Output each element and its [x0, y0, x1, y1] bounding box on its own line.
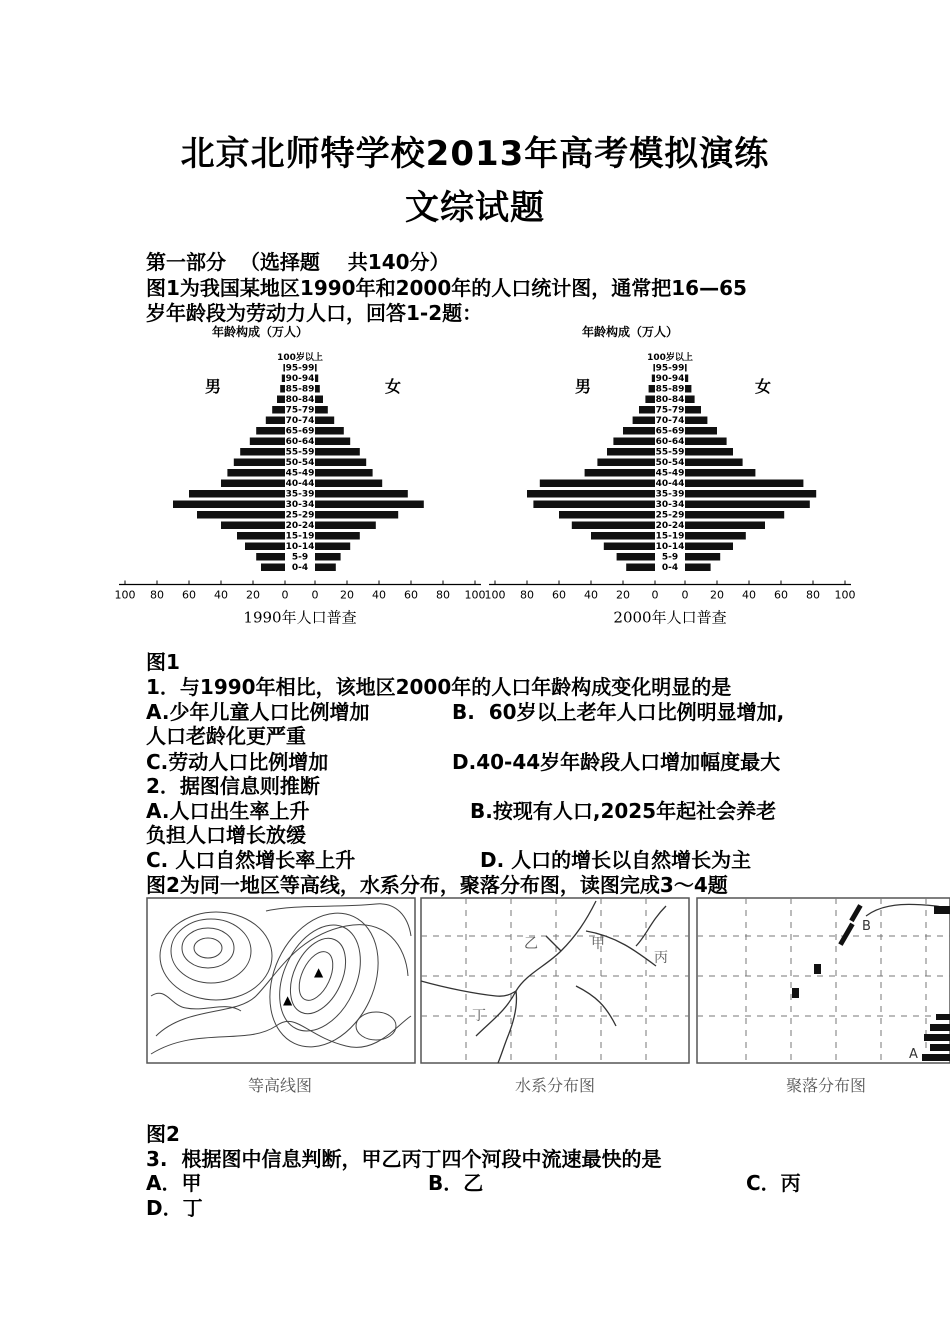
male-bar	[572, 522, 655, 530]
age-group-label: 75-79	[285, 405, 315, 416]
age-group-label: 95-99	[285, 363, 315, 374]
male-label: 男	[575, 377, 592, 396]
female-bar	[315, 490, 408, 498]
age-group-label: 70-74	[655, 416, 685, 426]
female-bar	[685, 438, 727, 446]
female-bar	[315, 459, 366, 467]
female-bar	[315, 396, 323, 404]
river-label-yi: 乙	[524, 936, 538, 952]
age-group-label: 90-94	[285, 374, 315, 384]
tick-label: 80	[520, 588, 534, 602]
age-group-label: 15-19	[655, 531, 685, 542]
tick-label: 100	[114, 588, 136, 602]
figure1-intro: 图1为我国某地区1990年和2000年的人口统计图，通常把16—65	[146, 276, 747, 300]
tick-label: 100	[484, 588, 506, 602]
male-bar	[591, 532, 655, 540]
female-bar	[685, 511, 784, 519]
age-group-label: 10-14	[655, 542, 685, 552]
contour-map	[147, 895, 415, 1095]
tick-label: 0	[681, 588, 689, 602]
pyramid-ylabel: 年龄构成（万人）	[581, 325, 679, 339]
male-bar	[653, 364, 655, 372]
figure1-label: 图1	[146, 650, 180, 674]
female-bar	[685, 396, 695, 404]
female-bar	[685, 543, 733, 551]
q1-option-a[interactable]: A.少年儿童人口比例增加	[146, 700, 370, 724]
tick-label: 60	[182, 588, 196, 602]
female-bar	[685, 532, 746, 540]
female-bar	[685, 385, 691, 393]
settlement-map	[697, 898, 950, 1095]
male-bar	[604, 543, 655, 551]
age-group-label: 60-64	[285, 437, 315, 447]
contour-caption: 等高线图	[247, 1076, 313, 1095]
age-group-label: 10-14	[285, 542, 315, 552]
male-bar	[283, 364, 285, 372]
peak-marker-2: ▲	[314, 965, 324, 979]
age-group-label: 30-34	[655, 500, 685, 510]
q3-option-c[interactable]: C．丙	[746, 1171, 801, 1195]
age-group-label: 45-49	[285, 468, 315, 479]
age-group-label: 50-54	[655, 458, 685, 468]
age-group-label: 95-99	[655, 363, 685, 374]
section-heading: 第一部分 （选择题 共140分）	[146, 250, 450, 274]
age-group-label: 85-89	[285, 384, 315, 395]
settlement-caption: 聚落分布图	[785, 1076, 867, 1095]
age-group-label: 85-89	[655, 384, 685, 395]
q1-option-b[interactable]: B. 60岁以上老年人口比例明显增加,	[452, 700, 785, 724]
male-bar	[633, 417, 655, 425]
q1-option-c[interactable]: C.劳动人口比例增加	[146, 750, 329, 774]
male-bar	[227, 469, 285, 477]
age-group-label: 40-44	[285, 479, 315, 489]
pyramid-1990-caption: 1990年人口普查	[243, 608, 357, 627]
document-subtitle: 文综试题	[405, 188, 545, 228]
age-group-label: 5-9	[661, 552, 679, 563]
figure2-maps	[146, 896, 950, 1106]
male-bar	[652, 375, 655, 383]
q2-option-c[interactable]: C. 人口自然增长率上升	[146, 848, 356, 872]
tick-label: 60	[774, 588, 788, 602]
age-group-label: 25-29	[285, 510, 315, 521]
tick-label: 60	[552, 588, 566, 602]
male-bar	[237, 532, 285, 540]
q3-option-d[interactable]: D．丁	[146, 1196, 203, 1220]
female-bar	[685, 490, 816, 498]
q1-stem: 1．与1990年相比，该地区2000年的人口年龄构成变化明显的是	[146, 675, 732, 699]
male-bar	[197, 511, 285, 519]
tick-label: 40	[584, 588, 598, 602]
age-group-label: 100岁以上	[647, 353, 693, 363]
q3-option-b[interactable]: B．乙	[428, 1171, 484, 1195]
age-group-label: 25-29	[655, 510, 685, 521]
age-group-label: 100岁以上	[277, 353, 323, 363]
female-bar	[685, 417, 707, 425]
tick-label: 100	[464, 588, 486, 602]
age-group-label: 20-24	[655, 521, 685, 531]
q2-option-b-cont: 负担人口增长放缓	[146, 823, 306, 847]
female-bar	[315, 532, 360, 540]
point-label-a: A	[909, 1047, 918, 1062]
tick-label: 80	[806, 588, 820, 602]
document-title: 北京北师特学校2013年高考模拟演练	[180, 134, 770, 174]
male-bar	[527, 490, 655, 498]
female-bar	[315, 553, 341, 561]
q2-stem: 2．据图信息则推断	[146, 774, 320, 798]
figure2-intro: 图2为同一地区等高线，水系分布，聚落分布图，读图完成3～4题	[146, 873, 728, 897]
age-group-label: 0-4	[661, 563, 679, 573]
female-bar	[685, 364, 687, 372]
river-label-bing: 丙	[654, 950, 668, 966]
female-bar	[685, 375, 688, 383]
tick-label: 0	[651, 588, 659, 602]
female-label: 女	[755, 377, 772, 396]
female-bar	[315, 417, 334, 425]
male-label: 男	[205, 377, 222, 396]
age-group-label: 35-39	[285, 489, 315, 500]
age-group-label: 0-4	[291, 563, 309, 573]
male-bar	[540, 480, 655, 488]
age-group-label: 35-39	[655, 489, 685, 500]
q2-option-a[interactable]: A.人口出生率上升	[146, 799, 310, 823]
tick-label: 40	[742, 588, 756, 602]
male-bar	[221, 480, 285, 488]
female-bar	[685, 469, 755, 477]
age-group-label: 65-69	[285, 426, 315, 437]
peak-marker: ▲	[283, 993, 293, 1007]
female-bar	[685, 480, 803, 488]
male-bar	[221, 522, 285, 530]
q3-stem: 3. 根据图中信息判断，甲乙丙丁四个河段中流速最快的是	[146, 1147, 662, 1171]
pyramid-1990	[115, 324, 486, 627]
figure1-pyramids	[114, 322, 860, 627]
river-label-ding: 丁	[472, 1008, 486, 1024]
male-bar	[626, 564, 655, 572]
water-caption: 水系分布图	[514, 1076, 596, 1095]
q2-option-d[interactable]: D. 人口的增长以自然增长为主	[480, 848, 752, 872]
female-bar	[685, 448, 733, 456]
female-bar	[315, 543, 350, 551]
male-bar	[234, 459, 285, 467]
age-group-label: 80-84	[285, 395, 315, 405]
point-label-b: B	[862, 919, 871, 934]
male-bar	[623, 427, 655, 435]
male-bar	[597, 459, 655, 467]
tick-label: 20	[710, 588, 724, 602]
female-bar	[685, 522, 765, 530]
tick-label: 20	[340, 588, 354, 602]
female-bar	[685, 459, 743, 467]
tick-label: 0	[311, 588, 319, 602]
age-group-label: 50-54	[285, 458, 315, 468]
male-bar	[256, 553, 285, 561]
q1-option-b-cont: 人口老龄化更严重	[146, 724, 306, 748]
female-bar	[315, 564, 336, 572]
age-group-label: 90-94	[655, 374, 685, 384]
male-bar	[645, 396, 655, 404]
male-bar	[277, 396, 285, 404]
female-bar	[315, 438, 350, 446]
tick-label: 100	[834, 588, 856, 602]
male-bar	[240, 448, 285, 456]
male-bar	[173, 501, 285, 509]
female-bar	[685, 427, 717, 435]
river-label-jia: 甲	[591, 936, 605, 952]
age-group-label: 60-64	[655, 437, 685, 447]
female-bar	[315, 406, 328, 414]
tick-label: 40	[372, 588, 386, 602]
tick-label: 80	[436, 588, 450, 602]
male-bar	[280, 385, 285, 393]
figure1-intro-cont: 岁年龄段为劳动力人口，回答1-2题：	[146, 301, 483, 325]
male-bar	[649, 385, 655, 393]
female-label: 女	[385, 377, 402, 396]
age-group-label: 40-44	[655, 479, 685, 489]
age-group-label: 30-34	[285, 500, 315, 510]
male-bar	[261, 564, 285, 572]
tick-label: 40	[214, 588, 228, 602]
age-group-label: 45-49	[655, 468, 685, 479]
q2-option-b[interactable]: B.按现有人口,2025年起社会养老	[470, 799, 777, 823]
age-group-label: 70-74	[285, 416, 315, 426]
water-map	[421, 898, 689, 1095]
male-bar	[613, 438, 655, 446]
age-group-label: 15-19	[285, 531, 315, 542]
female-bar	[315, 469, 373, 477]
age-group-label: 80-84	[655, 395, 685, 405]
male-bar	[607, 448, 655, 456]
age-group-label: 65-69	[655, 426, 685, 437]
tick-label: 20	[246, 588, 260, 602]
female-bar	[315, 501, 424, 509]
age-group-label: 20-24	[285, 521, 315, 531]
tick-label: 60	[404, 588, 418, 602]
pyramid-ylabel: 年龄构成（万人）	[211, 325, 309, 339]
tick-label: 0	[281, 588, 289, 602]
tick-label: 20	[616, 588, 630, 602]
female-bar	[315, 448, 360, 456]
female-bar	[685, 501, 810, 509]
male-bar	[256, 427, 285, 435]
male-bar	[266, 417, 285, 425]
male-bar	[533, 501, 655, 509]
female-bar	[685, 406, 701, 414]
age-group-label: 55-59	[655, 447, 685, 458]
male-bar	[559, 511, 655, 519]
q3-option-a[interactable]: A．甲	[146, 1171, 202, 1195]
male-bar	[250, 438, 285, 446]
male-bar	[272, 406, 285, 414]
age-group-label: 75-79	[655, 405, 685, 416]
female-bar	[315, 522, 376, 530]
female-bar	[315, 375, 318, 383]
female-bar	[685, 553, 720, 561]
pyramid-2000-caption: 2000年人口普查	[613, 608, 727, 627]
female-bar	[315, 511, 398, 519]
female-bar	[315, 364, 317, 372]
male-bar	[585, 469, 655, 477]
male-bar	[189, 490, 285, 498]
male-bar	[245, 543, 285, 551]
pyramid-2000	[485, 324, 856, 627]
tick-label: 80	[150, 588, 164, 602]
female-bar	[315, 480, 382, 488]
male-bar	[617, 553, 655, 561]
male-bar	[639, 406, 655, 414]
figure2-label: 图2	[146, 1122, 180, 1146]
age-group-label: 55-59	[285, 447, 315, 458]
female-bar	[685, 564, 711, 572]
q1-option-d[interactable]: D.40-44岁年龄段人口增加幅度最大	[452, 750, 781, 774]
male-bar	[282, 375, 285, 383]
age-group-label: 5-9	[291, 552, 309, 563]
female-bar	[315, 427, 344, 435]
female-bar	[315, 385, 320, 393]
